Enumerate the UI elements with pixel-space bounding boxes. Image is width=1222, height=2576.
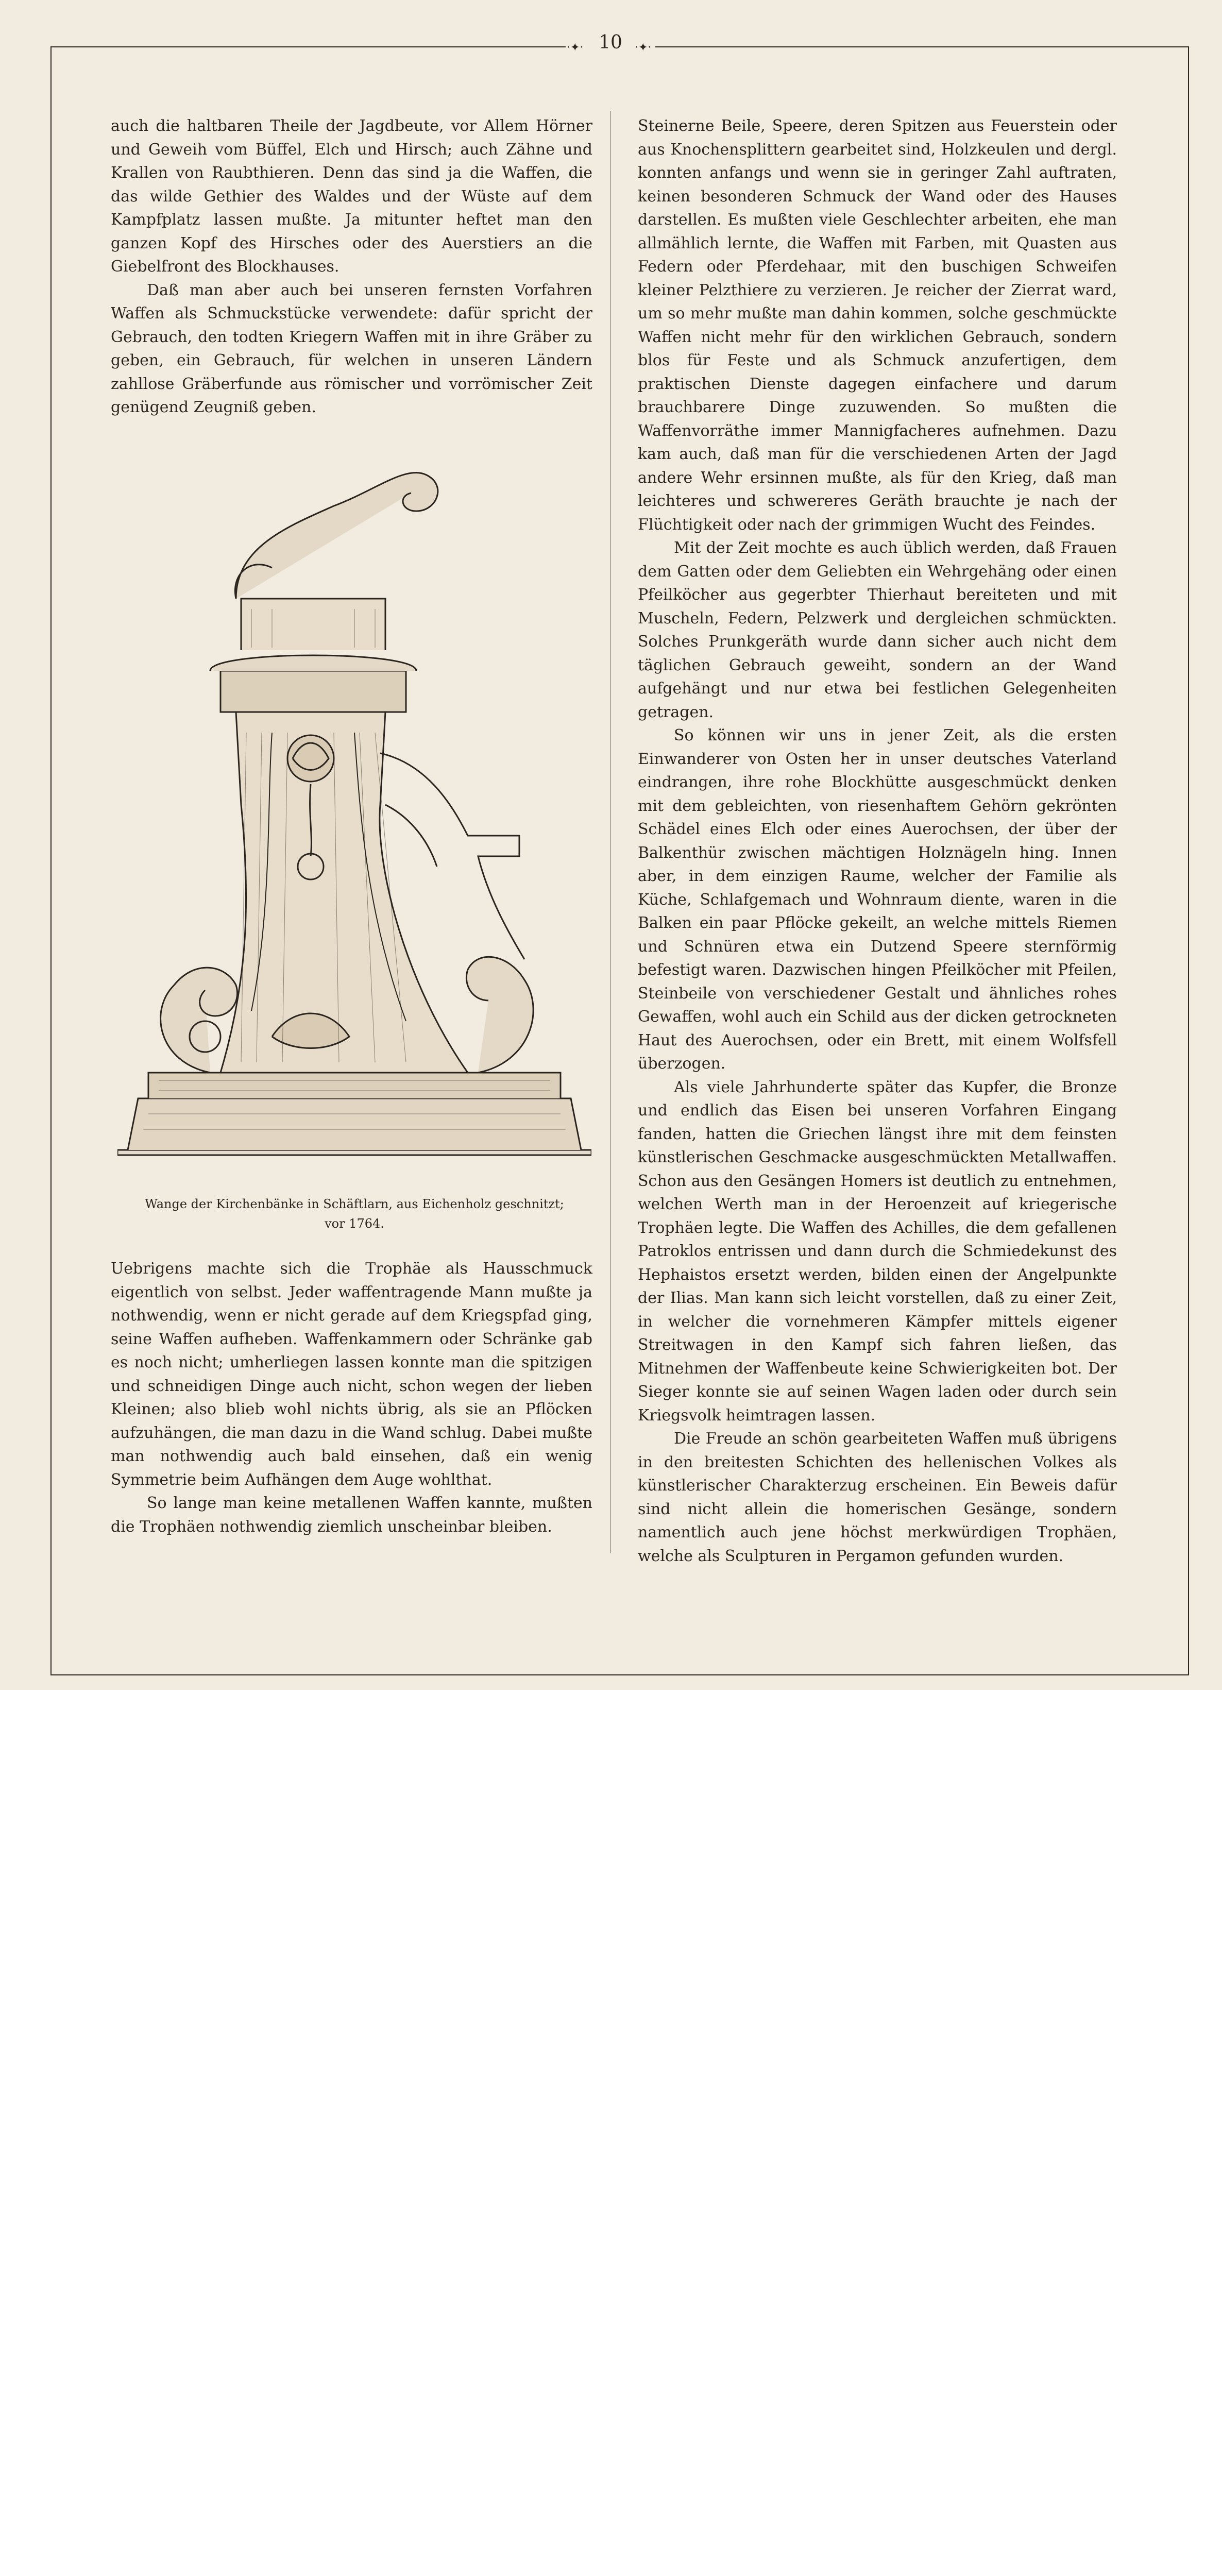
header-ornament-right: ·✦· (635, 41, 652, 54)
paragraph: Steinerne Beile, Speere, deren Spitzen aus Feuerstein oder aus Knochensplittern gearbeitet sind, Holzkeulen und dergl. konnten anfangs und wenn sie in geringer Zahl auftraten, keinen besonderen Schmuck der Wand oder des Hauses darstellen. Es mußten viele Geschlechter arbeiten, ehe man allmählich lernte, die Waffen mit Farben, mit Quasten aus Federn oder Pferdehaar, mit den buschigen Schweifen kleiner Pelzthiere zu verzieren. Je reicher der Zierrat ward, um so mehr mußte man dahin kommen, solche geschmückte Waffen nicht mehr für den wirklichen Gebrauch, sondern blos für Feste und als Schmuck anzufertigen, dem praktischen Dienste dagegen einfachere und darum brauchbarere Dinge zuzuwenden. So mußten die Waffenvorräthe immer Mannigfacheres aufnehmen. Dazu kam auch, daß man für die verschiedenen Arten der Jagd andere Wehr ersinnen mußte, als für den Krieg, daß man leichteres und schwereres Geräth brauchte je nach der Flüchtigkeit oder nach der grimmigen Wucht des Feindes. (638, 117, 1117, 534)
paragraph: So können wir uns in jener Zeit, als die ersten Einwanderer von Osten her in unser deutsches Vaterland eindrangen, ihre rohe Blockhütte ausgeschmückt denken mit dem gebleichten, von riesenhaftem Gehörn gekrönten Schädel eines Elch oder eines Auerochsen, der über der Balkenthür zwischen mächtigen Holznägeln hing. Innen aber, in dem einzigen Raume, welcher der Familie als Küche, Schlafgemach und Wohnraum diente, waren in die Balken ein paar Pflöcke gekeilt, an welche mittels Riemen und Schnüren etwa ein Dutzend Speere sternförmig befestigt waren. Dazwischen hingen Pfeilköcher mit Pfeilen, Steinbeile von verschiedener Gestalt und ähnliches rohes Gewaffen, wohl auch ein Schild aus der dicken getrockneten Haut des Auerochsen, oder ein Brett, mit einem Wolfsfell überzogen. (638, 726, 1117, 1073)
paragraph: So lange man keine metallenen Waffen kannte, mußten die Trophäen nothwendig ziemlich unscheinbar bleiben. (111, 1494, 592, 1536)
footer-bar (0, 1690, 1222, 1804)
page-number: 10 (592, 32, 629, 53)
pew-end-illustration (117, 444, 591, 1178)
paragraph: Uebrigens machte sich die Trophäe als Hausschmuck eigentlich von selbst. Jeder waffentragende Mann mußte ja nothwendig, wenn er nicht gerade auf dem Kriegspfad ging, seine Waffen aufheben. Waffenkammern oder Schränke gab es noch nicht; umherliegen lassen konnte man die spitzigen und schneidigen Dinge auch nicht, schon wegen der lieben Kleinen; also blieb wohl nichts übrig, als sie an Pflöcken aufzuhängen, die man dazu in die Wand schlug. Dabei mußte man nothwendig auch bald einsehen, daß ein wenig Symmetrie beim Aufhängen dem Auge wohlthat. (111, 1260, 592, 1489)
left-column-bottom (111, 1257, 592, 1538)
header-ornament-left: ·✦· (567, 41, 584, 54)
paragraph: Daß man aber auch bei unseren fernsten Vorfahren Waffen als Schmuckstücke verwendete: dafür spricht der Gebrauch, den todten Kriegern Waffen mit in ihre Gräber zu geben, ein Gebrauch, für welchen in unseren Ländern zahllose Gräberfunde aus römischer und vorrömischer Zeit genügend Zeugniß geben. (111, 281, 592, 416)
right-column (638, 114, 1117, 1568)
column-divider (610, 111, 611, 1553)
header-rule-left (50, 46, 566, 47)
caption-line: Wange der Kirchenbänke in Schäftlarn, aus Eichenholz geschnitzt; (145, 1197, 564, 1211)
paragraph: Die Freude an schön gearbeiteten Waffen muß übrigens in den breitesten Schichten des hellenischen Volkes als künstlerischer Charakterzug erscheinen. Ein Beweis dafür sind nicht allein die homerischen Gesänge, sondern namentlich auch jene höchst merkwürdigen Trophäen, welche als Sculpturen in Pergamon gefunden wurden. (638, 1430, 1117, 1565)
caption-line: vor 1764. (325, 1216, 384, 1231)
figure-caption (117, 1194, 591, 1233)
paragraph: Als viele Jahrhunderte später das Kupfer, die Bronze und endlich das Eisen bei unseren Vorfahren Eingang fanden, hatten die Griechen längst ihre mit dem feinsten künstlerischen Geschmacke ausgeschmückten Metallwaffen. Schon aus den Gesängen Homers ist deutlich zu entnehmen, welchen Werth man in der Heroenzeit auf kriegerische Trophäen legte. Die Waffen des Achilles, die dem gefallenen Patroklos entrissen und dann durch die Schmiedekunst des Hephaistos ersetzt werden, bilden einen der Angelpunkte der Ilias. Man kann sich leicht vorstellen, daß zu einer Zeit, in welcher die vornehmeren Kämpfer mittels eigener Streitwagen in den Kampf sich fahren ließen, das Mitnehmen der Waffenbeute keine Schwierigkeiten bot. Der Sieger konnte sie auf seinen Wagen laden oder durch sein Kriegsvolk heimtragen lassen. (638, 1078, 1117, 1425)
paragraph: Mit der Zeit mochte es auch üblich werden, daß Frauen dem Gatten oder dem Geliebten ein Wehrgehäng oder einen Pfeilköcher aus gegerbter Thierhaut bereiteten und mit Muscheln, Federn, Pelzwerk und dergleichen schmückten. Solches Prunkgeräth wurde dann sicher auch nicht dem täglichen Gebrauch geweiht, sondern an der Wand aufgehängt und nur etwa bei festlichen Gelegenheiten getragen. (638, 539, 1117, 721)
paragraph: auch die haltbaren Theile der Jagdbeute, vor Allem Hörner und Geweih vom Büffel, Elch und Hirsch; auch Zähne und Krallen von Raubthieren. Denn das sind ja die Waffen, die das wilde Gethier des Waldes und der Wüste auf dem Kampfplatz lassen mußte. Ja mitunter heftet man den ganzen Kopf des Hirsches oder des Auerstiers an die Giebelfront des Blockhauses. (111, 117, 592, 276)
header-rule-right (655, 46, 1188, 47)
left-column-top (111, 114, 592, 419)
